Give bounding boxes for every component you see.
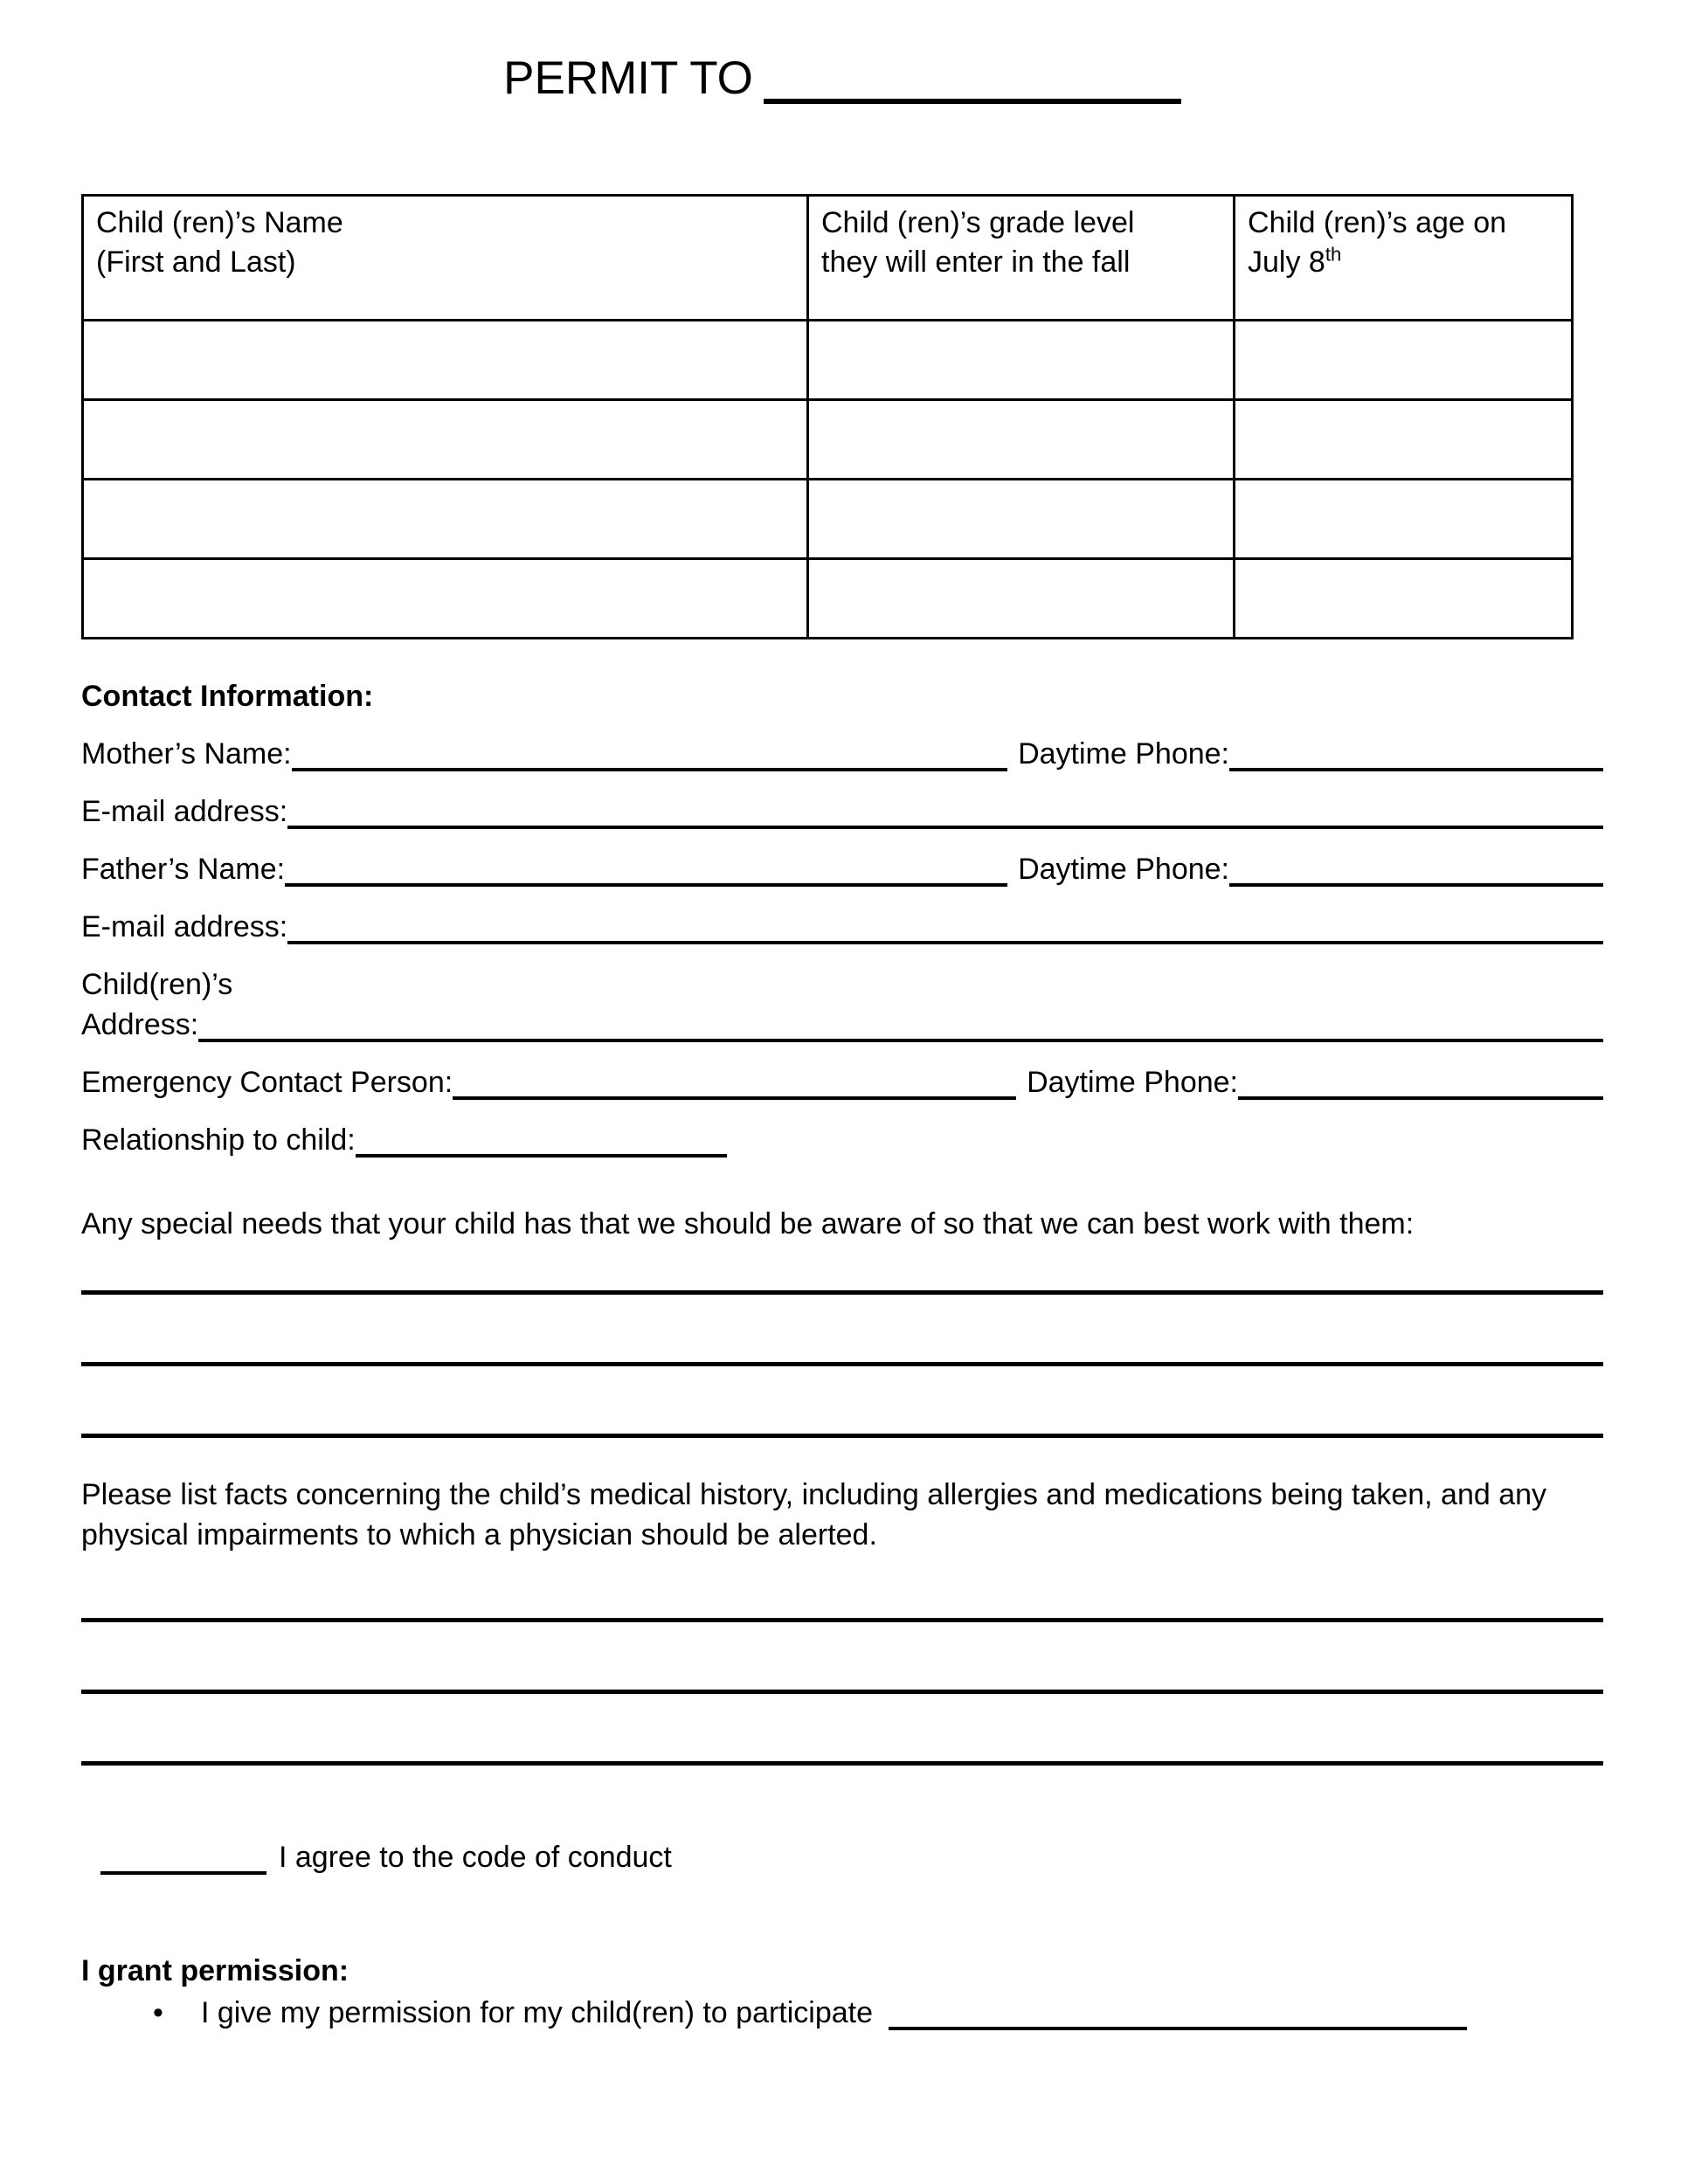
special-needs-answer-area [81,1244,1603,1438]
special-needs-line-2[interactable] [81,1295,1603,1366]
medical-history-line-3[interactable] [81,1694,1603,1766]
column-header-grade-level: Child (ren)’s grade level they will enter in the fall [808,196,1235,321]
children-table-header-row [83,196,1573,321]
cell-child-name-2[interactable] [83,400,808,480]
table-row [83,400,1573,480]
mother-name-label: Mother’s Name: [81,737,292,771]
father-email-blank[interactable] [287,941,1603,944]
father-name-row [81,849,1603,889]
emergency-daytime-phone-blank[interactable] [1238,1096,1603,1100]
child-address-row [81,1005,1603,1045]
cell-child-name-1[interactable] [83,321,808,400]
cell-grade-1[interactable] [808,321,1235,400]
cell-grade-2[interactable] [808,400,1235,480]
cell-grade-3[interactable] [808,480,1235,559]
daytime-phone-label: Daytime Phone: [1018,737,1229,771]
medical-history-answer-area [81,1555,1603,1766]
mother-daytime-phone-blank[interactable] [1229,768,1603,771]
father-daytime-phone-blank[interactable] [1229,883,1603,887]
code-of-conduct-text: I agree to the code of conduct [279,1841,672,1874]
daytime-phone-label: Daytime Phone: [1018,853,1229,886]
column-header-age: Child (ren)’s age on July 8th [1235,196,1573,321]
grant-permission-heading: I grant permission: [81,1954,349,1987]
children-table [81,194,1574,639]
participate-blank[interactable] [889,2027,1467,2030]
child-address-label-line2: Address: [81,1008,199,1041]
title-blank-line[interactable] [764,99,1181,104]
code-of-conduct-initial-blank[interactable] [100,1871,266,1875]
ordinal-superscript: th [1325,243,1342,266]
cell-child-name-4[interactable] [83,559,808,639]
column-header-child-name: Child (ren)’s Name (First and Last) [83,196,808,321]
emergency-contact-blank[interactable] [453,1096,1016,1100]
mother-email-row [81,791,1603,832]
bullet-icon: • [153,1996,163,2029]
emergency-contact-label: Emergency Contact Person: [81,1066,453,1099]
medical-history-line-1[interactable] [81,1555,1603,1622]
cell-age-1[interactable] [1235,321,1573,400]
cell-child-name-3[interactable] [83,480,808,559]
code-of-conduct-row [81,1837,1603,1877]
special-needs-line-1[interactable] [81,1244,1603,1295]
permission-bullet-item [81,1993,1603,2033]
table-row [83,559,1573,639]
medical-history-line-2[interactable] [81,1622,1603,1694]
table-row [83,321,1573,400]
mother-name-row [81,734,1603,774]
father-name-label: Father’s Name: [81,853,286,886]
relationship-label: Relationship to child: [81,1123,356,1157]
mother-email-blank[interactable] [287,826,1603,829]
page-title [81,51,1603,107]
medical-history-prompt: Please list facts concerning the child’s medical history, including allergies and medications being taken, and any physical impairments to which a physician should be alerted. [81,1478,1547,1552]
father-email-row [81,907,1603,947]
permission-statement: I give my permission for my child(ren) to participate [201,1996,874,2029]
relationship-row [81,1120,1603,1160]
table-row [83,480,1573,559]
page-title-text: PERMIT TO [503,52,753,104]
daytime-phone-label: Daytime Phone: [1027,1066,1238,1099]
relationship-blank[interactable] [356,1154,727,1158]
contact-information-heading: Contact Information: [81,680,374,713]
cell-age-3[interactable] [1235,480,1573,559]
cell-grade-4[interactable] [808,559,1235,639]
cell-age-2[interactable] [1235,400,1573,480]
father-name-blank[interactable] [285,883,1007,887]
child-address-paragraph [81,964,1603,1045]
email-address-label: E-mail address: [81,910,288,943]
special-needs-line-3[interactable] [81,1366,1603,1438]
cell-age-4[interactable] [1235,559,1573,639]
email-address-label: E-mail address: [81,795,288,828]
special-needs-prompt: Any special needs that your child has that we should be aware of so that we can best work with them: [81,1207,1415,1241]
child-address-blank[interactable] [198,1039,1603,1042]
child-address-label-line1: Child(ren)’s [81,968,233,1001]
mother-name-blank[interactable] [292,768,1007,771]
emergency-contact-row [81,1062,1603,1102]
